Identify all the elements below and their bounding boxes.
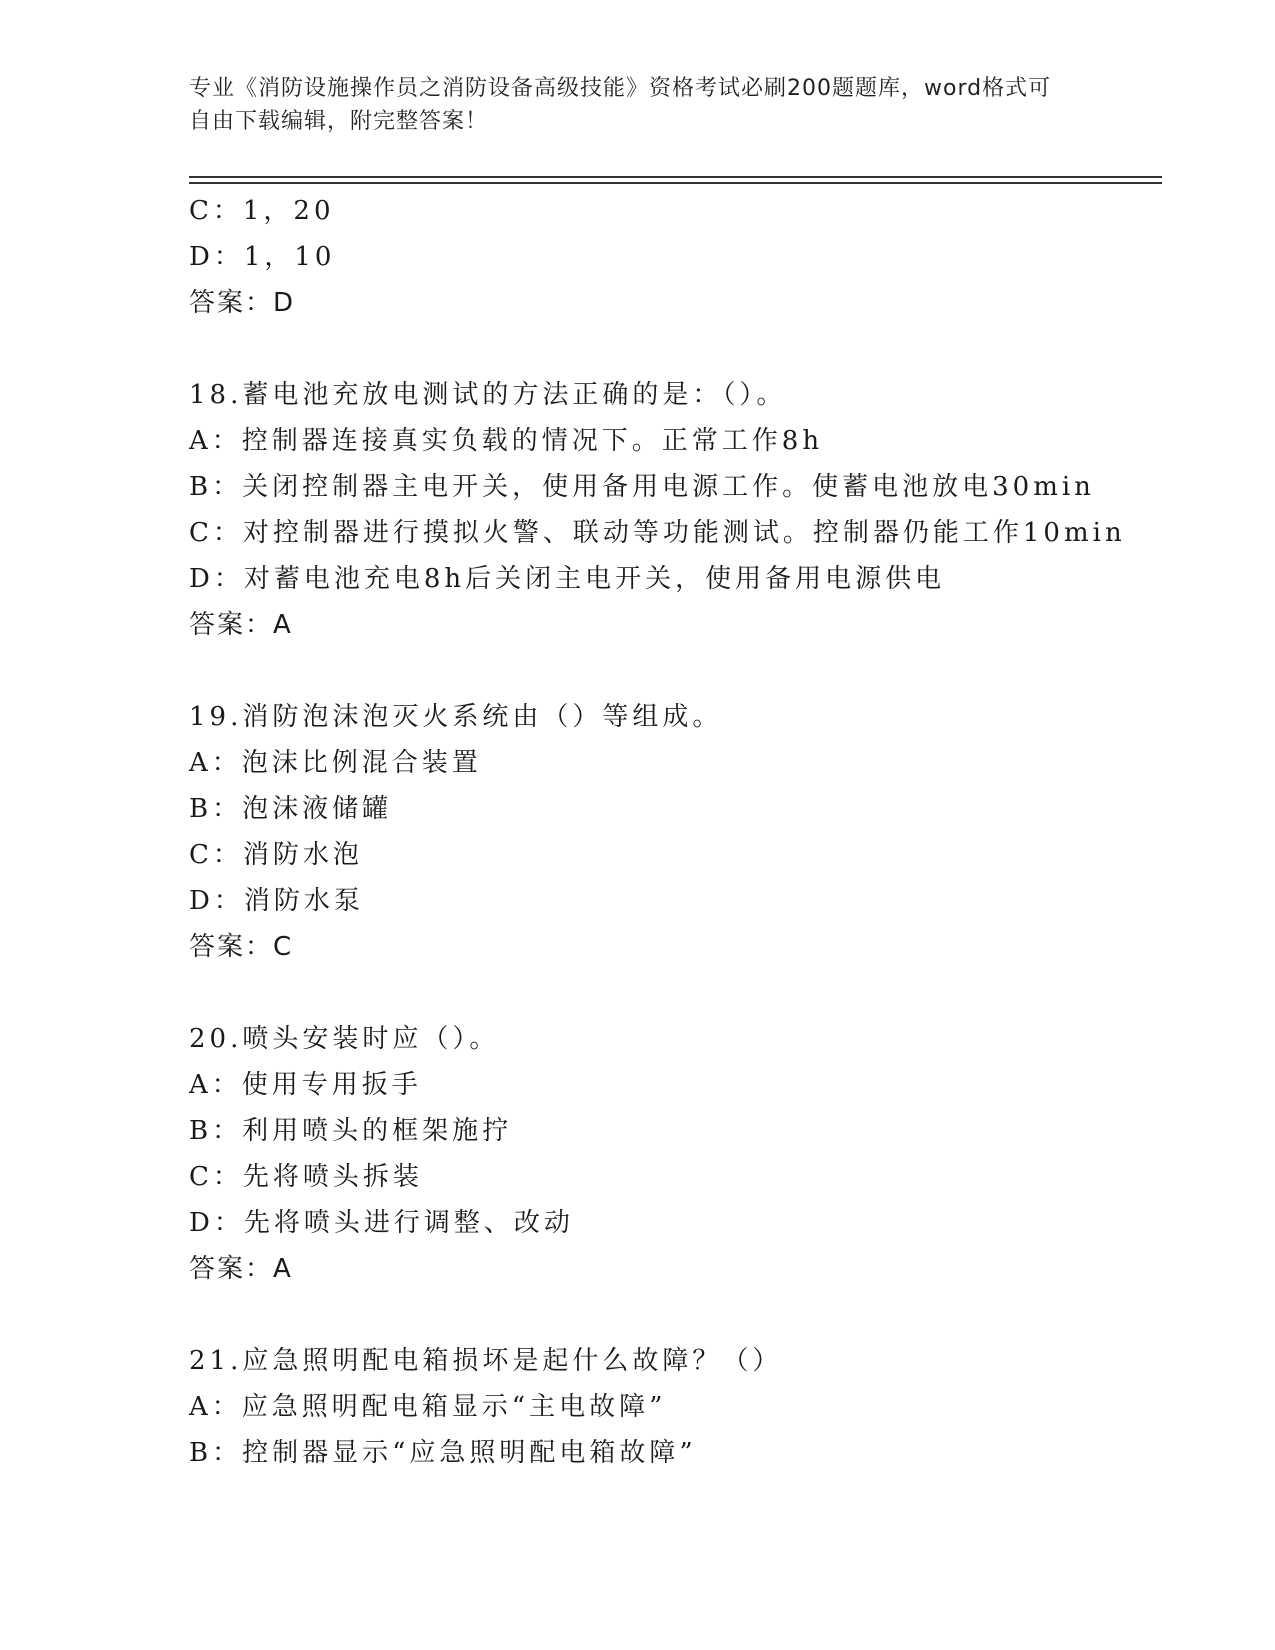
question-stem: 18.蓄电池充放电测试的方法正确的是：（）。 bbox=[189, 380, 787, 410]
option-c: C：先将喷头拆装 bbox=[189, 1162, 423, 1192]
question-stem: 21.应急照明配电箱损坏是起什么故障？（） bbox=[189, 1346, 783, 1376]
option-c: C：1，20 bbox=[189, 196, 335, 226]
header-rule-top bbox=[189, 176, 1162, 178]
answer-line: 答案：A bbox=[189, 610, 293, 640]
prev-question-tail bbox=[189, 188, 1162, 326]
option-b: B：控制器显示“应急照明配电箱故障” bbox=[189, 1438, 697, 1468]
answer-line: 答案：A bbox=[189, 1254, 293, 1284]
option-c: C：对控制器进行摸拟火警、联动等功能测试。控制器仍能工作10min bbox=[189, 518, 1126, 548]
answer-line: 答案：D bbox=[189, 288, 296, 318]
option-b: B：利用喷头的框架施拧 bbox=[189, 1116, 513, 1146]
option-a: A：使用专用扳手 bbox=[189, 1070, 422, 1100]
option-b: B：关闭控制器主电开关，使用备用电源工作。使蓄电池放电30min bbox=[189, 472, 1095, 502]
option-a: A：应急照明配电箱显示“主电故障” bbox=[189, 1392, 667, 1422]
question-stem: 20.喷头安装时应（）。 bbox=[189, 1024, 500, 1054]
option-a: A：控制器连接真实负载的情况下。正常工作8h bbox=[189, 426, 824, 456]
option-d: D：先将喷头进行调整、改动 bbox=[189, 1208, 574, 1238]
option-d: D：对蓄电池充电8h后关闭主电开关，使用备用电源供电 bbox=[189, 564, 946, 594]
option-b: B：泡沫液储罐 bbox=[189, 794, 393, 824]
question-21 bbox=[189, 1338, 1162, 1476]
question-list bbox=[189, 188, 1162, 1476]
option-d: D：消防水泵 bbox=[189, 886, 364, 916]
option-d: D：1，10 bbox=[189, 242, 336, 272]
header-rule-bottom bbox=[189, 182, 1162, 184]
option-a: A：泡沫比例混合装置 bbox=[189, 748, 482, 778]
question-18 bbox=[189, 372, 1162, 648]
question-20 bbox=[189, 1016, 1162, 1292]
document-header: 专业《消防设施操作员之消防设备高级技能》资格考试必刷200题题库，word格式可自由下载编辑，附完整答案！ bbox=[189, 76, 1052, 134]
option-c: C：消防水泡 bbox=[189, 840, 363, 870]
question-stem: 19.消防泡沫泡灭火系统由（）等组成。 bbox=[189, 702, 723, 732]
answer-line: 答案：C bbox=[189, 932, 294, 962]
question-19 bbox=[189, 694, 1162, 970]
